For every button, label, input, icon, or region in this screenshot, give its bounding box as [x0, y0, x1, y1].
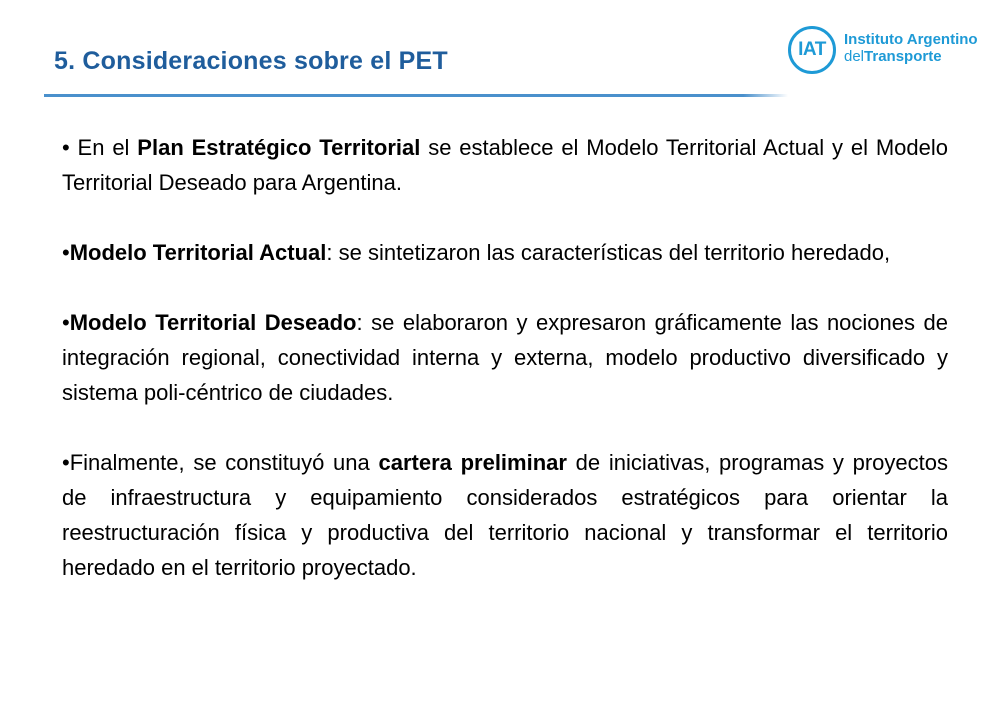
bullet-paragraph — [62, 130, 948, 200]
bullet-text-post: se establece el Modelo Territorial Actual y el Modelo Territorial Deseado para Argentina. — [62, 135, 948, 195]
bullet-marker: • — [62, 310, 70, 335]
logo-name-line1: Instituto Argentino — [844, 31, 978, 48]
logo-name-line2-bold: Transporte — [864, 48, 942, 65]
bullet-paragraph — [62, 305, 948, 410]
bullet-text-bold: cartera preliminar — [378, 450, 567, 475]
slide-title: 5. Consideraciones sobre el PET — [54, 47, 448, 75]
bullet-paragraph — [62, 445, 948, 585]
iat-logo-text — [844, 31, 978, 65]
iat-logo-mark: IAT — [788, 26, 836, 74]
bullet-text-pre: Finalmente, se constituyó una — [69, 450, 379, 475]
bullet-text-bold: Plan Estratégico Territorial — [137, 135, 421, 160]
bullet-text-post: de iniciativas, programas y proyectos de infraestructura y equipamiento considerados estratégicos para orientar la reestructuración física y productiva del territorio nacional y transformar el territorio heredado en el territorio proyectado. — [62, 450, 949, 580]
bullet-text-pre: En el — [69, 135, 138, 160]
bullet-text-post: : se sintetizaron las características del territorio heredado, — [326, 240, 891, 265]
logo-name-line2 — [844, 48, 978, 65]
bullet-text-post: : se elaboraron y expresaron gráficamente las nociones de integración regional, conectividad interna y externa, modelo productivo diversificado y sistema poli-céntrico de ciudades. — [62, 310, 948, 405]
bullet-marker: • — [62, 135, 70, 160]
bullet-text-bold: Modelo Territorial Actual — [69, 240, 327, 265]
slide-body — [62, 130, 948, 620]
bullet-marker: • — [62, 240, 70, 265]
bullet-text-bold: Modelo Territorial Deseado — [69, 310, 357, 335]
iat-logo — [788, 26, 978, 82]
logo-name-line2-prefix: del — [844, 48, 865, 65]
bullet-paragraph — [62, 235, 948, 270]
title-underline — [44, 94, 788, 97]
bullet-marker: • — [62, 450, 70, 475]
